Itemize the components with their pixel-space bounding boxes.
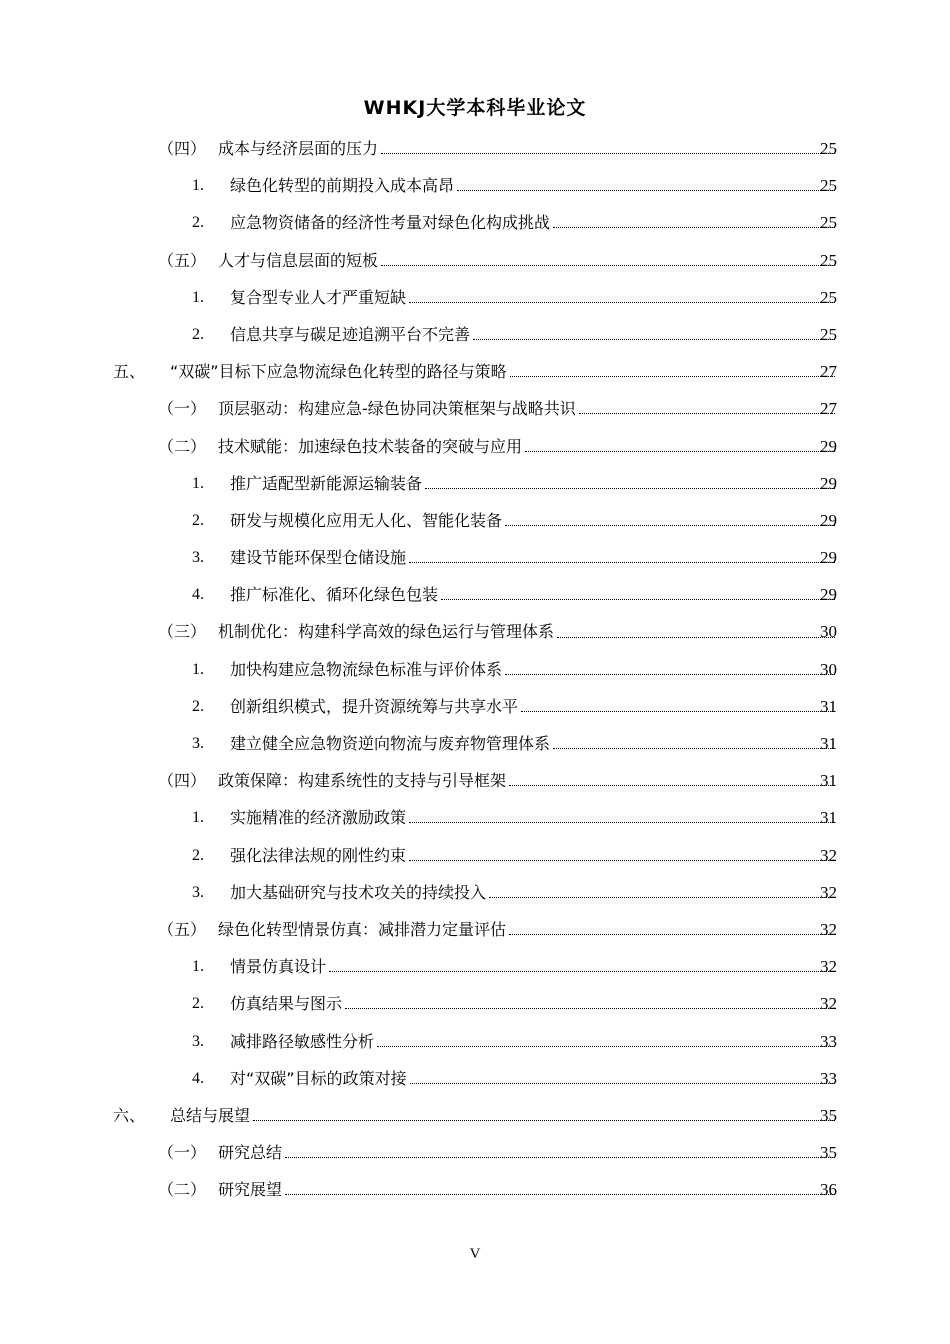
- toc-entry-page: 32: [820, 994, 837, 1014]
- dot-leader: [441, 599, 835, 600]
- dot-leader: [425, 488, 835, 489]
- toc-entry-title: 人才与信息层面的短板: [218, 250, 379, 270]
- toc-entry-page: 29: [820, 585, 837, 605]
- toc-entry-title: 研究总结: [218, 1143, 283, 1163]
- dot-leader: [409, 822, 835, 823]
- toc-entry-leader: [230, 576, 838, 613]
- dot-leader: [409, 860, 835, 861]
- dot-leader: [457, 190, 835, 191]
- toc-entry-number: 1.: [192, 177, 204, 195]
- toc-entry-title: 建设节能环保型仓储设施: [230, 548, 407, 568]
- toc-entry-title: 应急物资储备的经济性考量对绿色化构成挑战: [230, 213, 551, 233]
- dot-leader: [579, 413, 835, 414]
- toc-entry-leader: [230, 799, 838, 836]
- toc-entry-number: 4.: [192, 1069, 204, 1087]
- toc-entry-title: 推广适配型新能源运输装备: [230, 473, 423, 493]
- toc-entry[interactable]: [0, 1097, 950, 1134]
- toc-entry-leader: [218, 762, 838, 799]
- toc-entry-page: 25: [820, 176, 837, 196]
- toc-entry-leader: [230, 279, 838, 316]
- toc-entry[interactable]: [0, 948, 950, 985]
- toc-entry-leader: [230, 167, 838, 204]
- toc-entry-page: 25: [820, 213, 837, 233]
- dot-leader: [329, 971, 835, 972]
- toc-entry-leader: [230, 465, 838, 502]
- toc-entry-number: 3.: [192, 883, 204, 901]
- toc-entry-page: 31: [820, 771, 837, 791]
- toc-entry[interactable]: [0, 1134, 950, 1171]
- toc-entry-number: 4.: [192, 586, 204, 604]
- toc-entry-leader: [218, 1134, 838, 1171]
- toc-entry-number: （三）: [158, 622, 207, 642]
- toc-entry[interactable]: [0, 725, 950, 762]
- dot-leader: [253, 1120, 835, 1121]
- toc-entry[interactable]: [0, 1023, 950, 1060]
- toc-entry-page: 31: [820, 734, 837, 753]
- toc-entry-title: 对“双碳”目标的政策对接: [230, 1068, 407, 1088]
- toc-entry-title: 总结与展望: [170, 1105, 251, 1125]
- toc-entry[interactable]: [0, 1060, 950, 1097]
- toc-entry-page: 30: [820, 622, 837, 642]
- toc-entry[interactable]: [0, 353, 950, 390]
- toc-entry-page: 33: [820, 1068, 837, 1088]
- toc-entry-page: 29: [820, 548, 837, 568]
- toc-entry-title: 技术赋能：加速绿色技术装备的突破与应用: [218, 436, 523, 456]
- toc-entry-number: 2.: [192, 214, 204, 232]
- toc-entry-leader: [230, 502, 838, 539]
- toc-entry-title: 加大基础研究与技术攻关的持续投入: [230, 882, 487, 902]
- toc-entry-title: 复合型专业人才严重短缺: [230, 287, 407, 307]
- toc-entry[interactable]: [0, 539, 950, 576]
- toc-entry[interactable]: [0, 465, 950, 502]
- toc-entry-title: 强化法律法规的刚性约束: [230, 845, 407, 865]
- toc-entry[interactable]: [0, 911, 950, 948]
- toc-entry[interactable]: [0, 651, 950, 688]
- dot-leader: [509, 785, 835, 786]
- toc-entry[interactable]: [0, 874, 950, 911]
- dot-leader: [521, 711, 835, 712]
- toc-entry-leader: [230, 539, 838, 576]
- toc-entry[interactable]: [0, 242, 950, 279]
- toc-entry-title: 仿真结果与图示: [230, 994, 343, 1014]
- toc-entry-page: 27: [820, 399, 837, 419]
- dot-leader: [489, 897, 835, 898]
- toc-entry[interactable]: [0, 204, 950, 241]
- toc-entry-leader: [230, 204, 838, 241]
- dot-leader: [285, 1157, 835, 1158]
- toc-entry[interactable]: [0, 613, 950, 650]
- toc-entry-leader: [218, 1171, 838, 1208]
- toc-entry[interactable]: [0, 428, 950, 465]
- toc-entry-number: 2.: [192, 697, 204, 715]
- toc-entry-leader: [230, 874, 838, 911]
- dot-leader: [509, 934, 835, 935]
- toc-entry[interactable]: [0, 279, 950, 316]
- toc-entry[interactable]: [0, 762, 950, 799]
- dot-leader: [505, 674, 835, 675]
- toc-entry[interactable]: [0, 390, 950, 427]
- dot-leader: [345, 1008, 835, 1009]
- dot-leader: [377, 1046, 835, 1047]
- toc-entry-number: 2.: [192, 995, 204, 1013]
- toc-entry-page: 33: [820, 1031, 837, 1051]
- dot-leader: [510, 376, 835, 377]
- toc-entry-number: 1.: [192, 958, 204, 976]
- toc-entry-title: 加快构建应急物流绿色标准与评价体系: [230, 659, 503, 679]
- toc-entry-title: 顶层驱动：构建应急-绿色协同决策框架与战略共识: [218, 399, 576, 419]
- dot-leader: [473, 339, 835, 340]
- page-number: V: [469, 1246, 481, 1262]
- toc-entry-page: 36: [820, 1180, 837, 1200]
- toc-entry-number: （二）: [158, 1180, 207, 1200]
- toc-entry-number: （五）: [158, 250, 207, 270]
- toc-entry-number: 1.: [192, 288, 204, 306]
- dot-leader: [553, 227, 835, 228]
- toc-entry-leader: [230, 316, 838, 353]
- page-header-title: WHKJ大学本科毕业论文: [363, 97, 587, 119]
- toc-entry[interactable]: [0, 688, 950, 725]
- toc-entry-leader: [230, 948, 838, 985]
- toc-entry[interactable]: [0, 985, 950, 1022]
- dot-leader: [381, 153, 835, 154]
- toc-entry-number: 2.: [192, 511, 204, 529]
- toc-entry-number: 六、: [113, 1105, 146, 1125]
- toc-entry-page: 35: [820, 1143, 837, 1163]
- toc-entry-page: 32: [820, 919, 837, 939]
- toc-entry-title: 政策保障：构建系统性的支持与引导框架: [218, 771, 507, 791]
- toc-entry-page: 29: [820, 510, 837, 530]
- toc-entry-number: （五）: [158, 919, 207, 939]
- toc-entry[interactable]: [0, 837, 950, 874]
- toc-entry-number: （一）: [158, 1143, 207, 1163]
- toc-entry-leader: [230, 651, 838, 688]
- toc-entry-leader: [218, 390, 838, 427]
- toc-entry-leader: [170, 1097, 838, 1134]
- toc-entry-page: 25: [820, 250, 837, 270]
- dot-leader: [381, 265, 835, 266]
- toc-entry-title: 减排路径敏感性分析: [230, 1031, 375, 1051]
- toc-entry-leader: [230, 1060, 838, 1097]
- toc-entry-page: 32: [820, 882, 837, 902]
- toc-entry-title: 研发与规模化应用无人化、智能化装备: [230, 510, 503, 530]
- dot-leader: [409, 302, 835, 303]
- toc-entry-title: 研究展望: [218, 1180, 283, 1200]
- toc-entry-number: （四）: [158, 771, 207, 791]
- toc-entry-number: 3.: [192, 735, 204, 752]
- toc-entry-number: 3.: [192, 549, 204, 567]
- toc-entry-number: 2.: [192, 846, 204, 864]
- toc-entry-leader: [218, 130, 838, 167]
- toc-entry-page: 31: [820, 808, 837, 828]
- toc-entry-title: “双碳”目标下应急物流绿色化转型的路径与策略: [170, 362, 507, 382]
- toc-entry-title: 推广标准化、循环化绿色包装: [230, 585, 439, 605]
- toc-entry-title: 实施精准的经济激励政策: [230, 808, 407, 828]
- toc-entry-leader: [230, 1023, 838, 1060]
- toc-entry[interactable]: [0, 502, 950, 539]
- toc-entry-page: 29: [820, 473, 837, 493]
- toc-entry-number: 3.: [192, 1032, 204, 1050]
- toc-entry-leader: [230, 985, 838, 1022]
- toc-entry-number: （二）: [158, 436, 207, 456]
- toc-entry-number: 五、: [113, 362, 146, 382]
- toc-entry-page: 32: [820, 957, 837, 977]
- toc-entry-page: 27: [820, 362, 837, 382]
- toc-entry-number: 1.: [192, 809, 204, 827]
- toc-entry-number: （四）: [158, 139, 207, 158]
- toc-entry-page: 25: [820, 287, 837, 307]
- dot-leader: [553, 748, 835, 749]
- toc-entry-number: 2.: [192, 325, 204, 343]
- dot-leader: [525, 451, 835, 452]
- dot-leader: [285, 1194, 835, 1195]
- toc-entry-title: 创新组织模式，提升资源统筹与共享水平: [230, 696, 519, 716]
- toc-entry-number: （一）: [158, 399, 207, 419]
- toc-entry-leader: [218, 242, 838, 279]
- toc-entry-page: 30: [820, 659, 837, 679]
- dot-leader: [505, 525, 835, 526]
- toc-entry-page: 31: [820, 696, 837, 716]
- toc-entry-title: 成本与经济层面的压力: [218, 139, 379, 158]
- toc-entry-title: 建立健全应急物资逆向物流与废弃物管理体系: [230, 734, 551, 753]
- toc-entry-leader: [170, 353, 838, 390]
- dot-leader: [409, 562, 835, 563]
- toc-entry[interactable]: [0, 167, 950, 204]
- toc-entry-title: 绿色化转型的前期投入成本高昂: [230, 176, 455, 196]
- toc-entry[interactable]: [0, 1171, 950, 1208]
- toc-entry-leader: [218, 428, 838, 465]
- toc-entry[interactable]: [0, 130, 950, 167]
- toc-entry[interactable]: [0, 576, 950, 613]
- toc-entry-title: 信息共享与碳足迹追溯平台不完善: [230, 324, 471, 344]
- toc-entry-title: 机制优化：构建科学高效的绿色运行与管理体系: [218, 622, 555, 642]
- toc-entry-title: 情景仿真设计: [230, 957, 327, 977]
- dot-leader: [410, 1083, 835, 1084]
- table-of-contents: [0, 130, 950, 1208]
- dot-leader: [557, 637, 835, 638]
- toc-entry-title: 绿色化转型情景仿真：减排潜力定量评估: [218, 919, 507, 939]
- toc-entry-leader: [230, 688, 838, 725]
- toc-entry-leader: [218, 911, 838, 948]
- toc-entry-leader: [230, 837, 838, 874]
- toc-entry-number: 1.: [192, 660, 204, 678]
- toc-entry-number: 1.: [192, 474, 204, 492]
- toc-entry-page: 35: [820, 1105, 837, 1125]
- toc-entry-page: 25: [820, 139, 837, 158]
- toc-entry-leader: [230, 725, 838, 762]
- toc-entry[interactable]: [0, 316, 950, 353]
- toc-entry-leader: [218, 613, 838, 650]
- toc-entry-page: 32: [820, 845, 837, 865]
- toc-entry-page: 29: [820, 436, 837, 456]
- toc-entry-page: 25: [820, 324, 837, 344]
- toc-entry[interactable]: [0, 799, 950, 836]
